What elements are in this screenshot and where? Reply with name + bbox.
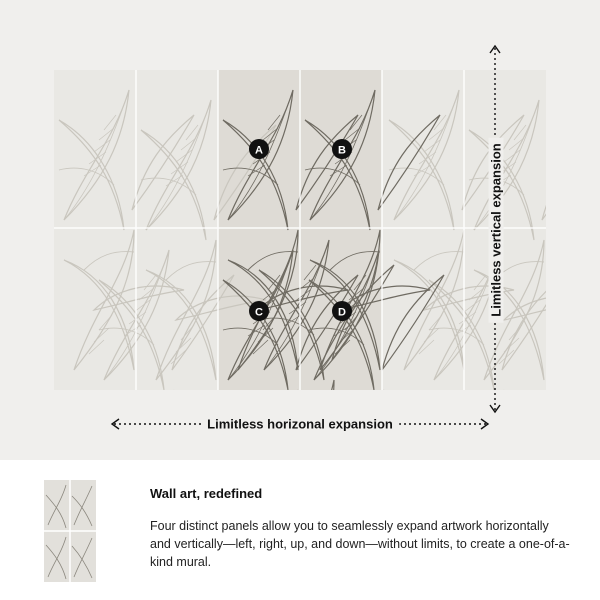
section-heading: Wall art, redefined — [150, 486, 263, 501]
mural-panels — [54, 70, 546, 390]
horizontal-expansion-label: Limitless horizonal expansion — [201, 417, 399, 432]
panel-marker-c — [249, 301, 269, 321]
panel-marker-d — [332, 301, 352, 321]
svg-text:D: D — [338, 306, 346, 319]
svg-text:B: B — [338, 144, 346, 157]
svg-text:C: C — [255, 306, 263, 319]
panel-marker-b — [332, 139, 352, 159]
panel-marker-a — [249, 139, 269, 159]
panel-thumbnail — [44, 480, 96, 582]
vertical-expansion-label: Limitless vertical expansion — [489, 137, 504, 322]
svg-text:A: A — [255, 144, 263, 157]
section-description: Four distinct panels allow you to seamlessly expand artwork horizontally and vertically—left, right, up, and down—without limits, to create a one-of-a-kind mural. — [150, 519, 570, 569]
